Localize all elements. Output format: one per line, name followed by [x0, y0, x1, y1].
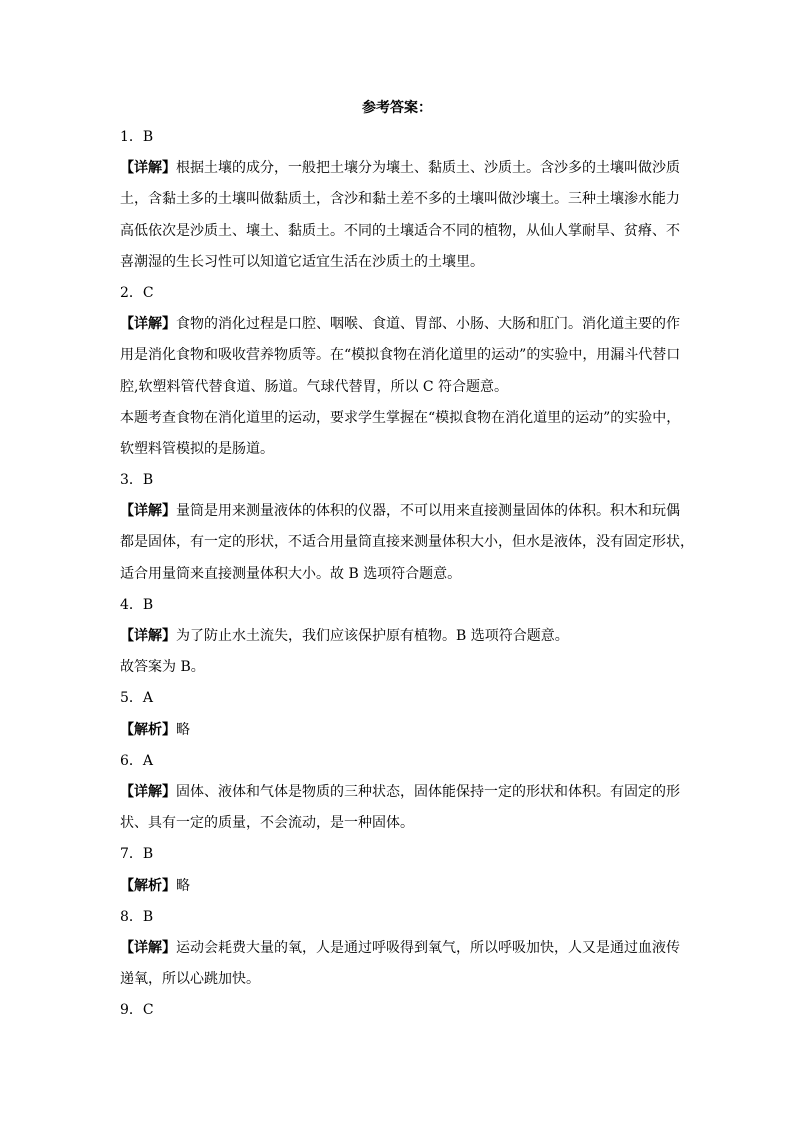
explanation-tag: 【详解】	[120, 939, 176, 956]
page-title: 参考答案：	[362, 100, 432, 116]
answer-number: 4．B	[120, 596, 154, 613]
explanation-text: 用是消化食物和吸收营养物质等。在“模拟食物在消化道里的运动”的实验中，用漏斗代替口	[120, 347, 681, 364]
explanation-line	[120, 340, 681, 371]
explanation-text: 状、具有一定的质量，不会流动，是一种固体。	[120, 815, 414, 832]
explanation-text: 运动会耗费大量的氧，人是通过呼吸得到氧气，所以呼吸加快，人又是通过血液传	[176, 939, 680, 956]
explanation-tag: 【详解】	[120, 783, 176, 800]
explanation-text: 食物的消化过程是口腔、咽喉、食道、胃部、小肠、大肠和肛门。消化道主要的作	[176, 316, 680, 333]
explanation-text: 固体、液体和气体是物质的三种状态，固体能保持一定的形状和体积。有固定的形	[176, 783, 680, 800]
explanation-line	[120, 933, 680, 964]
explanation-tag: 【详解】	[120, 160, 176, 177]
explanation-text: 量筒是用来测量液体的体积的仪器，不可以用来直接测量固体的体积。积木和玩偶	[176, 503, 680, 520]
answer-list	[120, 122, 694, 1026]
explanation-line	[120, 216, 680, 247]
explanation-text: 本题考查食物在消化道里的运动，要求学生掌握在“模拟食物在消化道里的运动”的实验中，	[120, 409, 681, 426]
explanation-text: 为了防止水土流失，我们应该保护原有植物。B 选项符合题意。	[176, 628, 569, 644]
explanation-tag: 【详解】	[120, 316, 176, 333]
answer-number: 5．A	[120, 690, 154, 707]
explanation-line	[120, 964, 676, 995]
explanation-text: 土，含黏土多的土壤叫做黏质土，含沙和黏土差不多的土壤叫做沙壤土。三种土壤渗水能力	[120, 191, 680, 208]
explanation-line	[120, 777, 680, 808]
explanation-line	[120, 372, 676, 403]
explanation-line	[120, 652, 676, 683]
explanation-text: 适合用量筒来直接测量体积大小。故 B 选项符合题意。	[120, 565, 462, 582]
explanation-tag: 【详解】	[120, 503, 176, 520]
explanation-tag: 【解析】	[120, 721, 176, 738]
answer-number: 6．A	[120, 752, 154, 769]
answer-number: 1．B	[120, 129, 154, 145]
explanation-tag: 【详解】	[120, 628, 176, 644]
explanation-line	[120, 153, 680, 184]
explanation-line	[120, 309, 680, 340]
explanation-line	[120, 184, 680, 215]
explanation-line	[120, 808, 676, 839]
answer-number: 9．C	[120, 1002, 154, 1019]
explanation-text: 略	[176, 877, 190, 894]
explanation-line	[120, 559, 676, 590]
explanation-text: 都是固体，有一定的形状，不适合用量筒直接来测量体积大小，但水是液体，没有固定形状，	[120, 534, 694, 551]
explanation-line	[120, 247, 676, 278]
explanation-text: 高低依次是沙质土、壤土、黏质土。不同的土壤适合不同的植物，从仙人掌耐旱、贫瘠、不	[120, 222, 680, 239]
explanation-text: 腔,软塑料管代替食道、肠道。气球代替胃，所以 C 符合题意。	[120, 378, 509, 395]
explanation-text: 故答案为 B。	[120, 659, 205, 676]
answer-number: 3．B	[120, 472, 154, 489]
answer-number: 2．C	[120, 284, 154, 301]
explanation-line	[120, 527, 694, 558]
explanation-text: 递氧，所以心跳加快。	[120, 971, 260, 988]
explanation-text: 喜潮湿的生长习性可以知道它适宜生活在沙质土的土壤里。	[120, 253, 484, 270]
explanation-line	[120, 434, 676, 465]
answer-number: 8．B	[120, 908, 154, 925]
explanation-text: 略	[176, 721, 190, 738]
explanation-line	[120, 621, 676, 652]
explanation-text: 软塑料管模拟的是肠道。	[120, 440, 274, 457]
explanation-tag: 【解析】	[120, 877, 176, 894]
explanation-line	[120, 871, 676, 902]
answer-number: 7．B	[120, 846, 154, 863]
explanation-line	[120, 403, 681, 434]
explanation-line	[120, 715, 676, 746]
explanation-text: 根据土壤的成分，一般把土壤分为壤土、黏质土、沙质土。含沙多的土壤叫做沙质	[176, 160, 680, 177]
explanation-line	[120, 496, 680, 527]
